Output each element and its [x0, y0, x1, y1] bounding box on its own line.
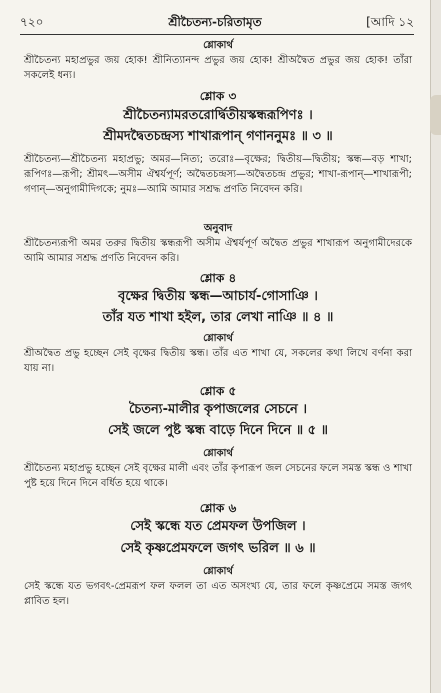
label-text: শ্লোকার্থ — [203, 566, 233, 577]
verse-line-text: সেই জলে পুষ্ট স্কন্ধ বাড়ে দিনে দিনে ॥ ৫ ॥ — [108, 423, 328, 438]
verse-6-line-1 — [24, 517, 412, 536]
verse-5-line-1 — [24, 400, 412, 419]
label-text: শ্লোকার্থ — [203, 448, 233, 459]
verse-line-text: বৃক্ষের দ্বিতীয় স্কন্ধ—আচার্য-গোসাঞি । — [118, 289, 318, 304]
verse-number-3 — [24, 88, 412, 108]
paragraph-meaning-4 — [24, 346, 412, 376]
running-title: শ্রীচৈতন্য-চরিতামৃত — [168, 15, 262, 29]
verse-line-text: চৈতন্য-মালীর কৃপাজলের সেচনে । — [129, 402, 307, 417]
paragraph-text: শ্রীচৈতন্যরূপী অমর তরুর দ্বিতীয় স্কন্ধরূপী অসীম ঐশ্বর্যপূর্ণ অদ্বৈত প্রভুর শাখারূপ অনুগামীদেরকে আমি আমার সশ্রদ্ধ প্রণতি নিবেদন করি। — [24, 238, 412, 264]
paragraph-translation — [24, 236, 412, 266]
paragraph-text: শ্রীচৈতন্য—শ্রীচৈতন্য মহাপ্রভু; অমর—নিত্য; তরোঃ—বৃক্ষের; দ্বিতীয়—দ্বিতীয়; স্কন্ধ—বড় শাখা; রূপিণঃ—রূপী; শ্রীমৎ—অসীম ঐশ্বর্যপূর্ণ; অদ্বৈতচন্দ্রস্য—অদ্বৈতচন্দ্র প্রভুর; শাখা-রূপান্—শাখারূপী; গণান্—অনুগামীদিগকে; নুমঃ—আমি আমার সশ্রদ্ধ প্রণতি নিবেদন করি। — [24, 154, 412, 195]
verse-number-text: শ্লোক ৩ — [199, 89, 237, 103]
label-text: শ্লোকার্থ — [203, 333, 233, 344]
verse-line-text: সেই স্কন্ধে যত প্রেমফল উপজিল । — [130, 519, 306, 534]
verse-number-text: শ্লোক ৫ — [199, 384, 237, 398]
verse-4-line-2 — [24, 308, 412, 327]
paragraph-meaning-5 — [24, 461, 412, 491]
header-rule — [20, 34, 414, 35]
verse-line-text: শ্রীচৈতন্যামরতরোর্দ্বিতীয়স্কন্ধরূপিণঃ । — [123, 108, 313, 123]
section-label: [আদি ১২ — [366, 15, 414, 29]
verse-number-text: শ্লোক ৪ — [199, 271, 237, 285]
verse-line-text: শ্রীমদদ্বৈতচন্দ্রস্য শাখারূপান্ গণাননুমঃ ॥ ৩ ॥ — [103, 129, 333, 144]
verse-line-text: সেই কৃষ্ণপ্রেমফলে জগৎ ভরিল ॥ ৬ ॥ — [120, 541, 316, 556]
paragraph-word-meanings — [24, 152, 412, 197]
page-number: ৭২০ — [20, 15, 44, 29]
verse-number-text: শ্লোক ৬ — [199, 501, 237, 515]
verse-3-line-2 — [24, 127, 412, 146]
page-edge-shadow — [430, 95, 441, 135]
paragraph-meaning-6 — [24, 579, 412, 609]
verse-line-text: তাঁর যত শাখা হইল, তার লেখা নাঞি ॥ ৪ ॥ — [102, 310, 334, 325]
verse-3-line-1 — [24, 106, 412, 125]
paragraph-text: শ্রীচৈতন্য মহাপ্রভু হচ্ছেন সেই বৃক্ষের মালী এবং তাঁর কৃপারূপ জল সেচনের ফলে সমস্ত স্কন্ধ ও শাখা পুষ্ট হয়ে দিনে দিনে বর্ধিত হয়ে থাকে। — [24, 463, 412, 489]
page-header — [0, 14, 430, 32]
label-text: শ্লোকার্থ — [203, 40, 233, 51]
label-text: অনুবাদ — [203, 223, 233, 234]
verse-5-line-2 — [24, 421, 412, 440]
paragraph-text: সেই স্কন্ধে যত ভগবৎ-প্রেমরূপ ফল ফলল তা এত অসংখ্য যে, তার ফলে কৃষ্ণপ্রেমে সমস্ত জগৎ প্লাবিত হল। — [24, 581, 412, 607]
verse-6-line-2 — [24, 539, 412, 558]
paragraph-text: শ্রীচৈতন্য মহাপ্রভুর জয় হোক! শ্রীনিত্যানন্দ প্রভুর জয় হোক! শ্রীঅদ্বৈত প্রভুর জয় হোক! তাঁরা সকলেই ধন্য। — [24, 55, 412, 81]
verse-4-line-1 — [24, 287, 412, 306]
paragraph-meaning-1 — [24, 53, 412, 83]
paragraph-text: শ্রীঅদ্বৈত প্রভু হচ্ছেন সেই বৃক্ষের দ্বিতীয় স্কন্ধ। তাঁর এত শাখা যে, সকলের কথা লিখে বর্ণনা করা যায় না। — [24, 348, 412, 374]
